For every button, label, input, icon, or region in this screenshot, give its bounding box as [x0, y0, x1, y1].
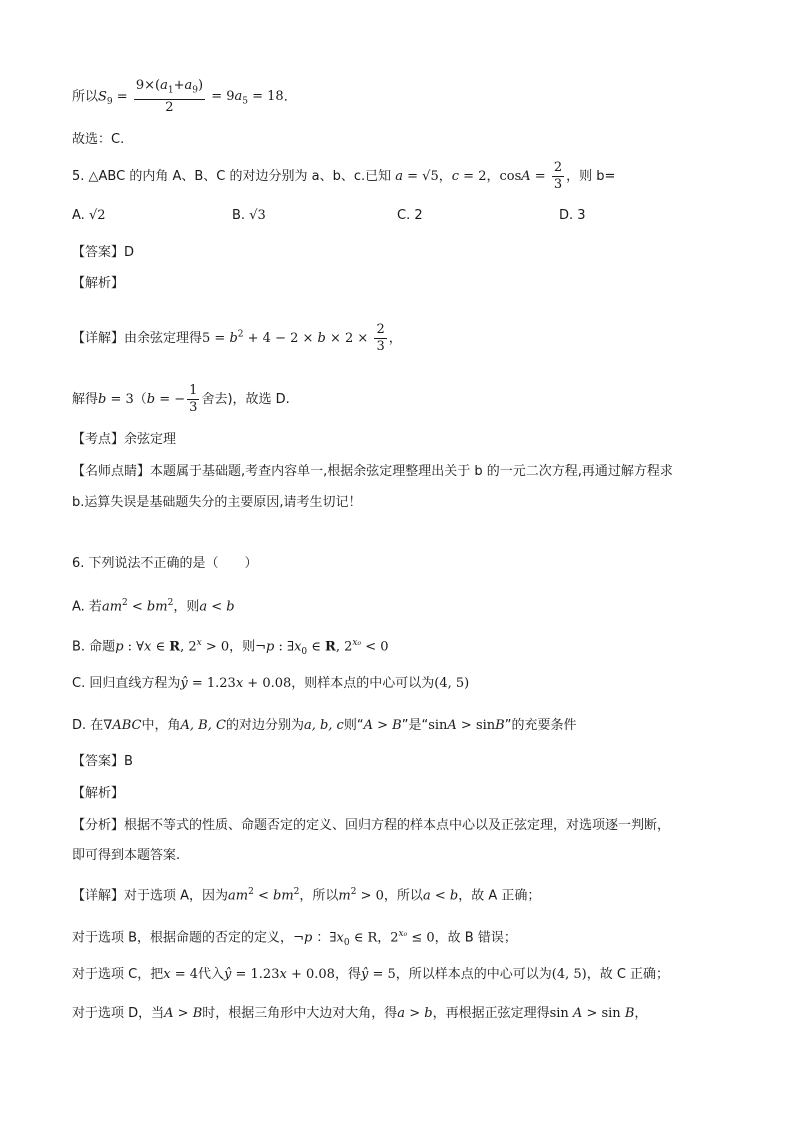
q5-option-d: D. 3: [559, 208, 586, 223]
fraction-2-3b: $\frac{2}{3}$: [376, 322, 385, 354]
q5-stem-tail: ，则 b=: [566, 169, 616, 184]
q6-option-b: B. 命题p : ∀x ∈ R, $2^x > 0$，则¬p : $\exists x_0$ ∈ R, $2^{x_0} < 0$: [72, 638, 389, 657]
solve-label: 解得: [72, 392, 99, 407]
q6-stem: 6. 下列说法不正确的是（ ）: [72, 556, 258, 571]
q5-option-a: A. √2: [72, 208, 106, 223]
q6-option-a: A. 若$am^2 < bm^2$，则a < b: [72, 598, 235, 615]
q5-comment-1: 【名师点睛】本题属于基础题,考查内容单一,根据余弦定理整理出关于 b 的一元二次方程,再通过解方程求: [72, 464, 673, 479]
q6-fenxi-2: 即可得到本题答案.: [72, 848, 181, 863]
q5-solve: 解得b = 3（b = − $\frac{1}{3}$ 舍去)，故选 D.: [72, 383, 290, 415]
q6-analysis: 【解析】: [72, 786, 125, 801]
fraction-s9: $\frac{9\times(a_1+a_9)}{2}$: [135, 78, 204, 115]
solve-tail: 舍去)，故选 D.: [201, 392, 290, 407]
choice-line: 故选：C.: [72, 132, 125, 147]
q5-stem: 5. △ABC 的内角 A、B、C 的对边分别为 a、b、c.已知 a = √5，c = 2，cosA = $\frac{2}{3}$ ，则 b=: [72, 160, 616, 192]
q5-option-b: B. √3: [232, 208, 266, 223]
q6-detail-b: 对于选项 B，根据命题的否定的定义，¬p ：$\exists x_0$ ∈ R，$2^{x_0} \le 0$，故 B 错误；: [72, 929, 517, 948]
q6-detail-a: 【详解】对于选项 A，因为$am^2 < bm^2$，所以$m^2 > 0$，所以a < b，故 A 正确；: [72, 887, 541, 904]
fraction-1-3: $\frac{1}{3}$: [189, 383, 198, 415]
q6-fenxi-1: 【分析】根据不等式的性质、命题否定的定义、回归方程的样本点中心以及正弦定理，对选项逐一判断，: [72, 818, 671, 833]
q5-analysis: 【解析】: [72, 276, 125, 291]
q6-option-d: D. 在∇ABC中，角A, B, C的对边分别为a, b, c则“A > B”是“sinA > sinB”的充要条件: [72, 718, 577, 733]
q5-kaodian: 【考点】余弦定理: [72, 432, 177, 447]
detail-label: 【详解】由余弦定理得: [72, 331, 203, 346]
fraction-2-3: $\frac{2}{3}$: [553, 160, 563, 192]
text-prefix: 所以: [72, 89, 99, 105]
q5-detail: 【详解】由余弦定理得$5 = b^2 + 4 - 2 \times b \times 2$ × $\frac{2}{3}$ ，: [72, 322, 402, 354]
q6-detail-c: 对于选项 C，把x = 4代入ŷ = 1.23x + 0.08，得ŷ = 5，所以样本点的中心可以为(4, 5)，故 C 正确；: [72, 967, 670, 982]
text-suffix: ．: [283, 89, 297, 105]
q5-answer: 【答案】D: [72, 245, 135, 260]
q6-detail-d: 对于选项 D，当A > B时，根据三角形中大边对大角，得a > b，再根据正弦定理得sin A > sin B，: [72, 1006, 648, 1021]
q6-option-c: C. 回归直线方程为ŷ = 1.23x + 0.08，则样本点的中心可以为(4, 5): [72, 676, 470, 691]
formula-s9-line: 所以$S_9$ = $\frac{9\times(a_1+a_9)}{2}$ = $9a_5 = 18$．: [72, 78, 297, 115]
q5-option-c: C. 2: [397, 208, 423, 223]
q6-answer: 【答案】B: [72, 754, 133, 769]
q5-stem-text: 5. △ABC 的内角 A、B、C 的对边分别为 a、b、c.已知: [72, 169, 392, 184]
q5-comment-2: b.运算失误是基础题失分的主要原因,请考生切记！: [72, 495, 362, 510]
